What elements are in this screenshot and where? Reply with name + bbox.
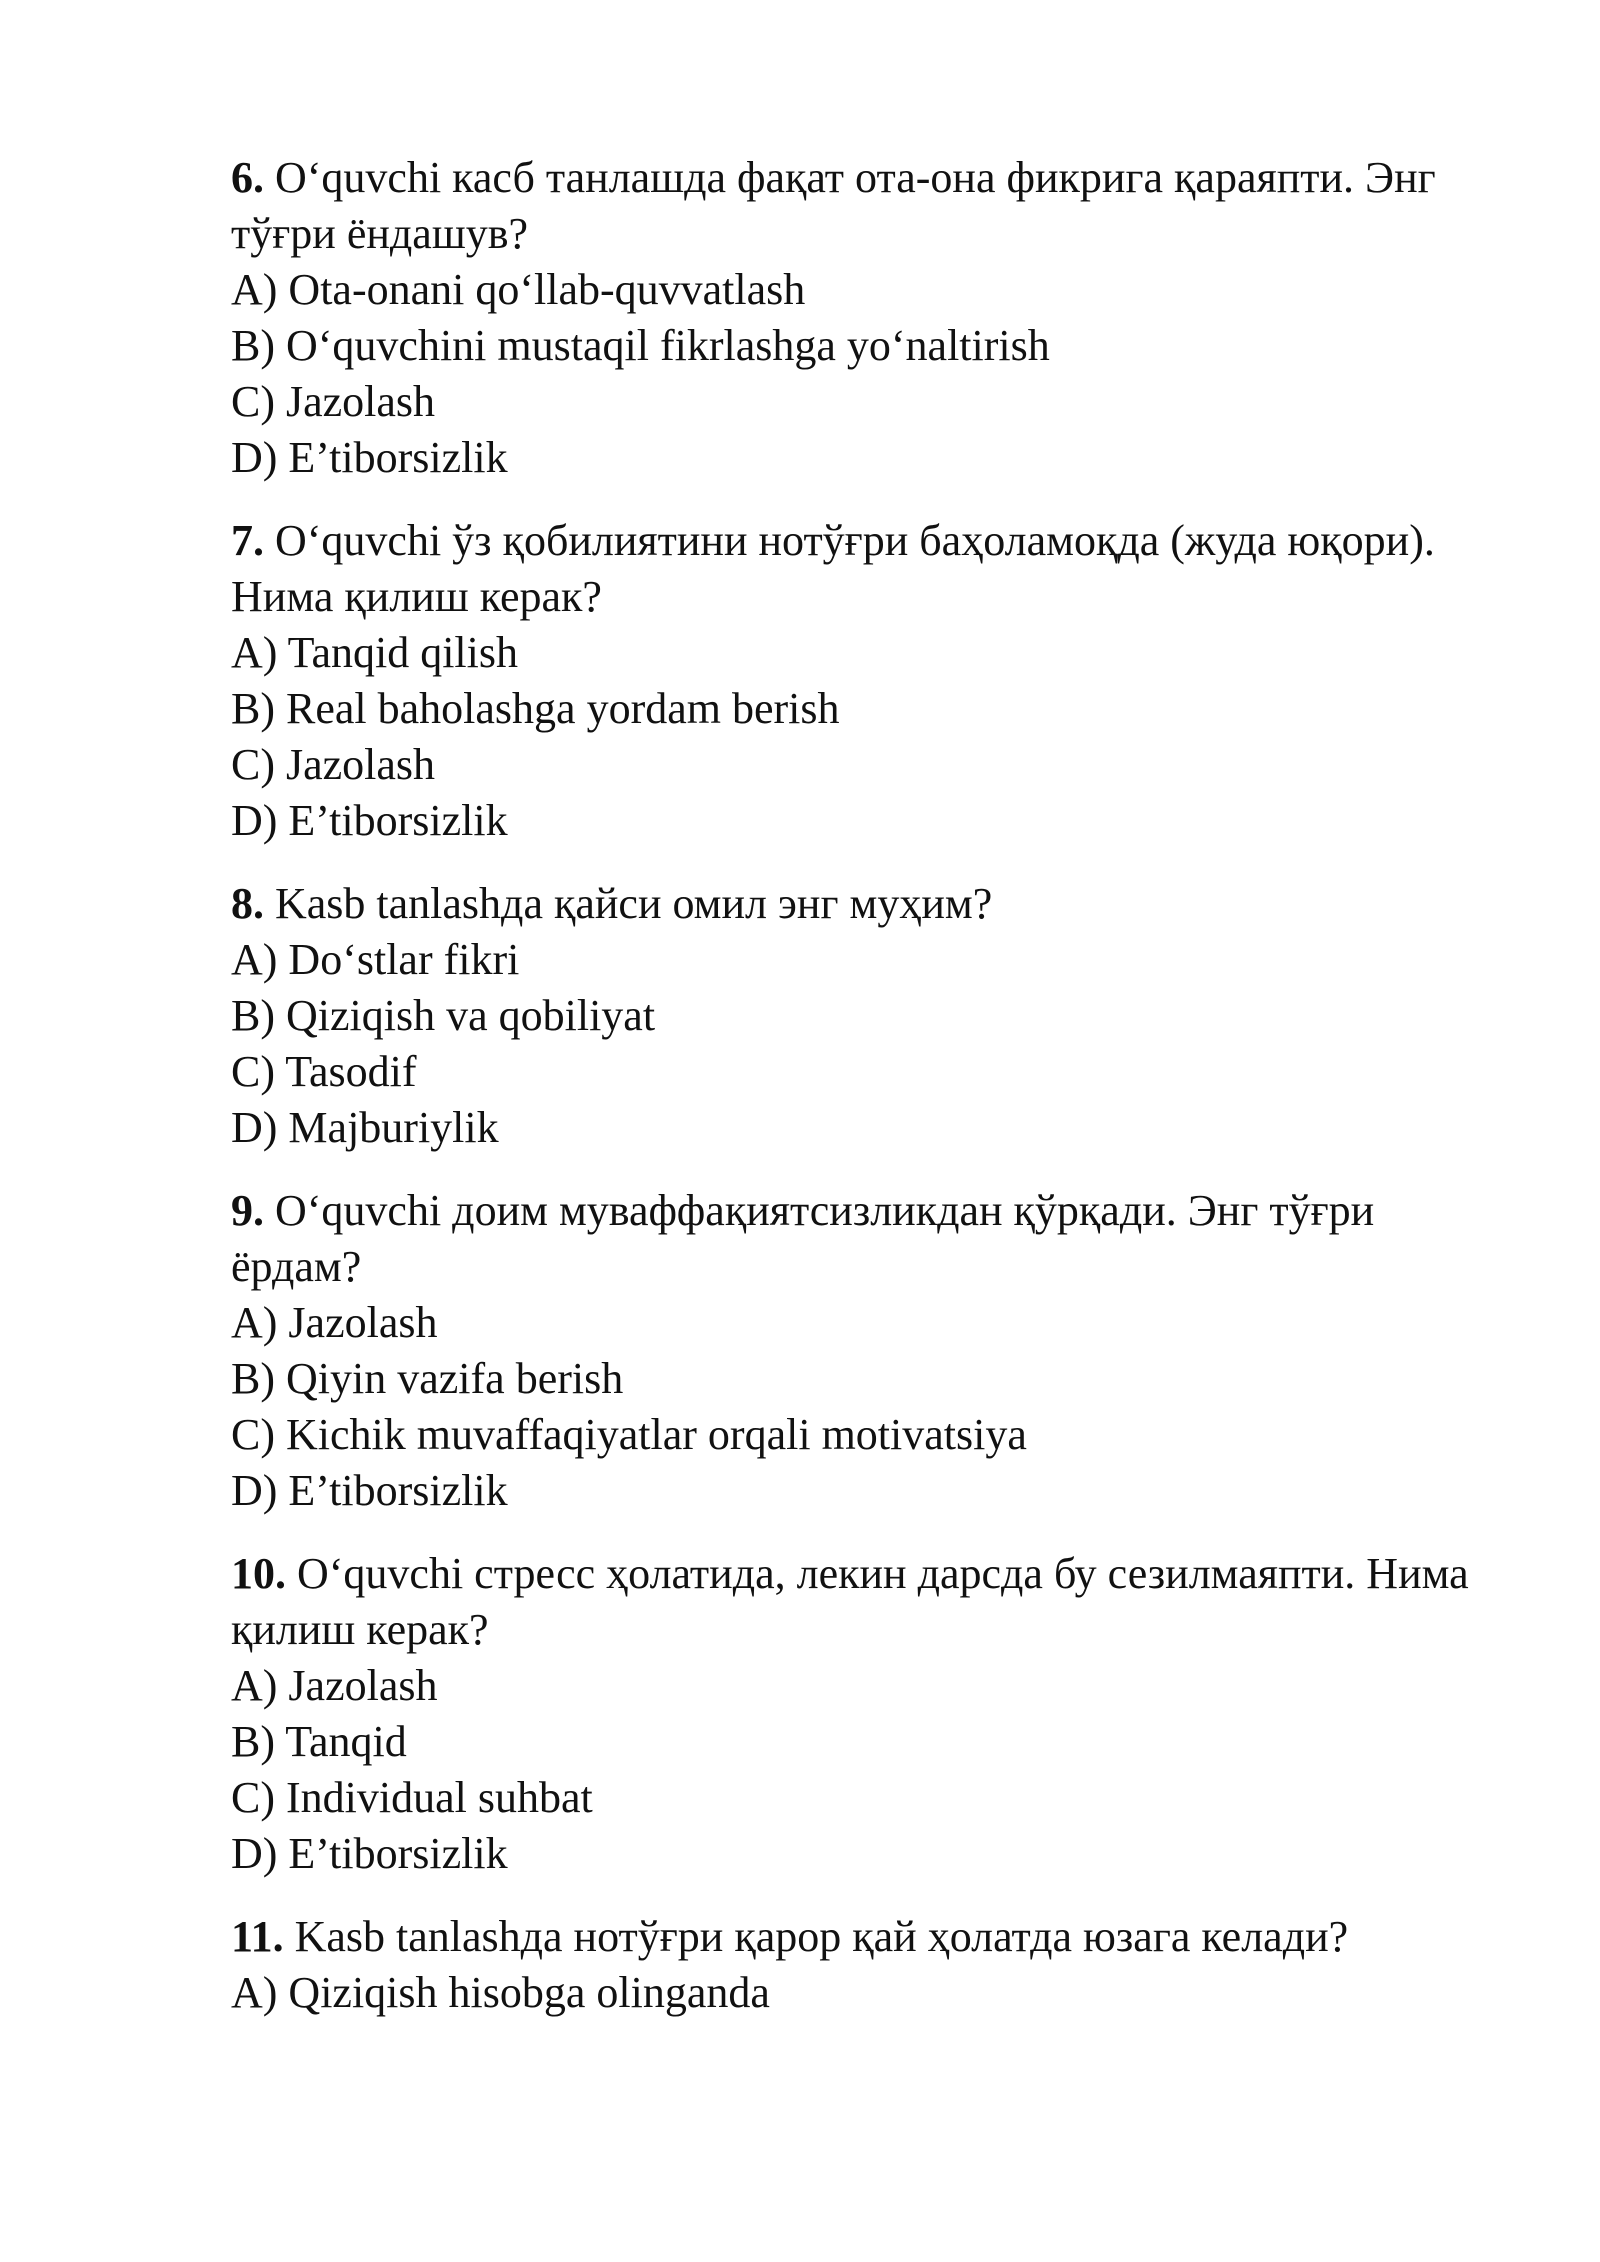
option-c: C) Individual suhbat bbox=[231, 1773, 593, 1822]
question-body: O‘quvchi доим муваффақиятсизликдан қўрқади. Энг тўғри ёрдам? bbox=[231, 1186, 1375, 1291]
question-number: 8. bbox=[231, 879, 264, 928]
question-7 bbox=[231, 513, 1501, 849]
question-6 bbox=[231, 150, 1501, 486]
question-body: O‘quvchi ўз қобилиятини нотўғри баҳоламоқда (жуда юқори). Нима қилиш керак? bbox=[231, 516, 1435, 621]
question-8 bbox=[231, 876, 1501, 1156]
question-number: 6. bbox=[231, 153, 264, 202]
question-text bbox=[231, 876, 1501, 932]
question-9 bbox=[231, 1183, 1501, 1519]
option-d: D) E’tiborsizlik bbox=[231, 1466, 508, 1515]
question-text bbox=[231, 1183, 1501, 1295]
option-b: B) Qiziqish va qobiliyat bbox=[231, 991, 656, 1040]
option-a: A) Jazolash bbox=[231, 1298, 438, 1347]
option-a: A) Ota-onani qo‘llab-quvvatlash bbox=[231, 265, 806, 314]
option-c: C) Tasodif bbox=[231, 1047, 417, 1096]
question-11 bbox=[231, 1909, 1501, 2021]
option-b: B) O‘quvchini mustaqil fikrlashga yo‘naltirish bbox=[231, 321, 1050, 370]
question-text bbox=[231, 1909, 1501, 1965]
option-d: D) E’tiborsizlik bbox=[231, 796, 508, 845]
option-a: A) Do‘stlar fikri bbox=[231, 935, 520, 984]
question-text bbox=[231, 150, 1501, 262]
option-c: C) Jazolash bbox=[231, 740, 436, 789]
question-number: 7. bbox=[231, 516, 264, 565]
document-page bbox=[231, 150, 1501, 2048]
question-number: 11. bbox=[231, 1912, 284, 1961]
question-body: Kasb tanlashда қайси омил энг муҳим? bbox=[264, 879, 993, 928]
option-a: A) Qiziqish hisobga olinganda bbox=[231, 1968, 770, 2017]
option-c: C) Kichik muvaffaqiyatlar orqali motivatsiya bbox=[231, 1410, 1027, 1459]
question-10 bbox=[231, 1546, 1501, 1882]
question-text bbox=[231, 513, 1501, 625]
option-d: D) E’tiborsizlik bbox=[231, 433, 508, 482]
option-a: A) Tanqid qilish bbox=[231, 628, 518, 677]
question-body: Kasb tanlashда нотўғри қарор қай ҳолатда юзага келади? bbox=[283, 1912, 1349, 1961]
question-number: 9. bbox=[231, 1186, 264, 1235]
option-b: B) Tanqid bbox=[231, 1717, 407, 1766]
option-d: D) E’tiborsizlik bbox=[231, 1829, 508, 1878]
option-b: B) Qiyin vazifa berish bbox=[231, 1354, 624, 1403]
option-a: A) Jazolash bbox=[231, 1661, 438, 1710]
option-b: B) Real baholashga yordam berish bbox=[231, 684, 840, 733]
option-c: C) Jazolash bbox=[231, 377, 436, 426]
question-body: O‘quvchi касб танлашда фақат ота-она фикрига қараяпти. Энг тўғри ёндашув? bbox=[231, 153, 1436, 258]
question-number: 10. bbox=[231, 1549, 286, 1598]
question-body: O‘quvchi стресс ҳолатида, лекин дарсда бу сезилмаяпти. Нима қилиш керак? bbox=[231, 1549, 1469, 1654]
option-d: D) Majburiylik bbox=[231, 1103, 499, 1152]
question-text bbox=[231, 1546, 1501, 1658]
